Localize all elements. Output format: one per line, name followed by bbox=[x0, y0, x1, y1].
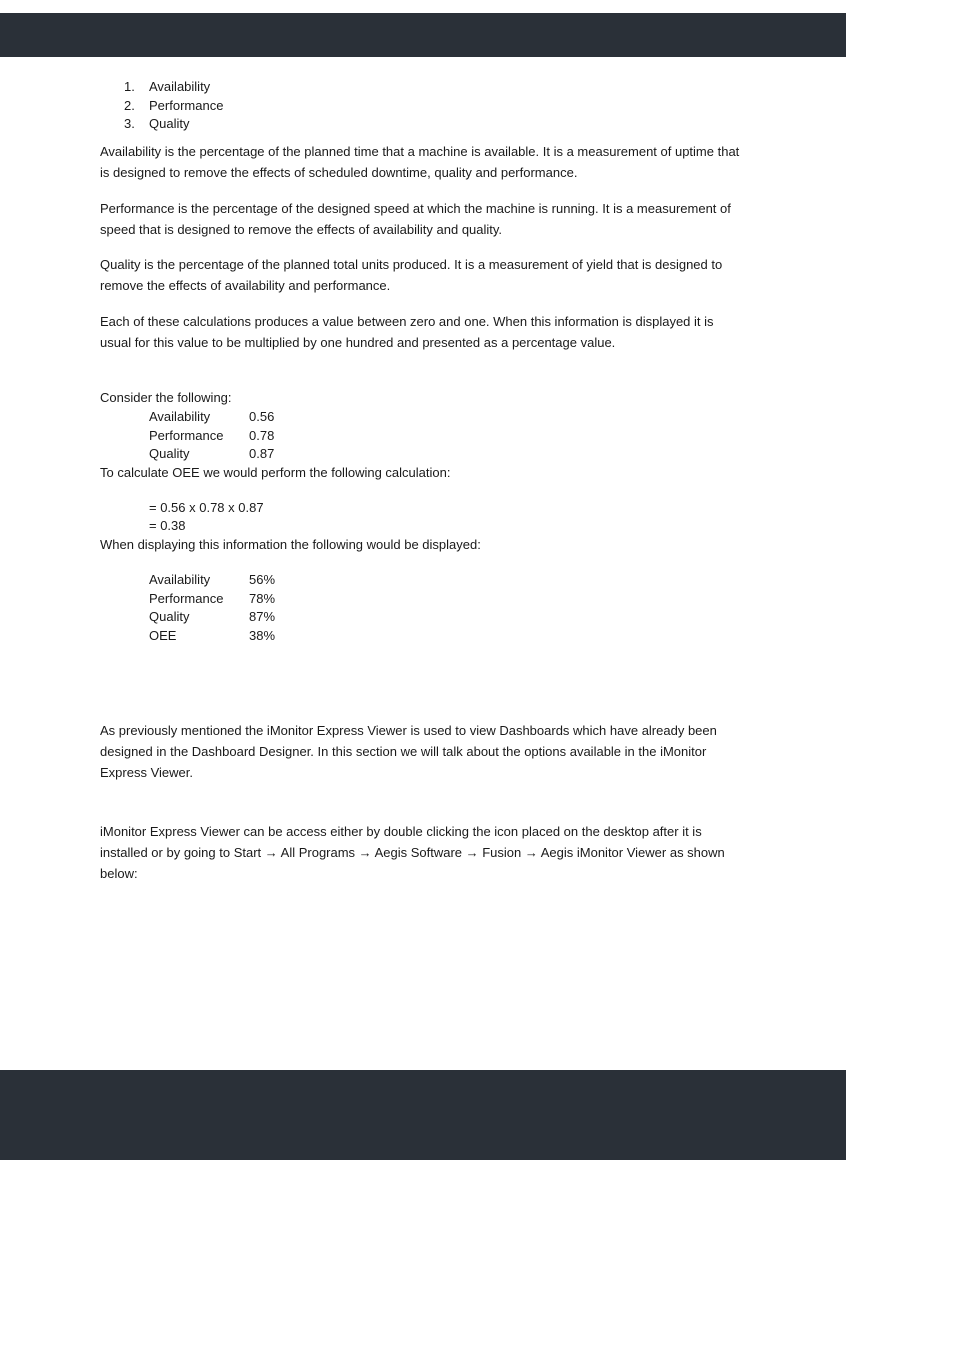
availability-paragraph: Availability is the percentage of the planned time that a machine is available. It is a measurement of uptime that is designed to remove the effects of scheduled downtime, quality and performance. bbox=[100, 144, 740, 180]
table-row: OEE 38% bbox=[149, 627, 276, 643]
list-item: 3. Quality bbox=[124, 116, 190, 131]
table-row: Availability 56% bbox=[149, 572, 276, 587]
list-item: 2. Performance bbox=[124, 97, 224, 113]
example-values-table bbox=[149, 408, 274, 464]
display-values-table bbox=[149, 571, 275, 645]
table-row: Performance 0.78 bbox=[149, 427, 275, 443]
table-row: Quality 0.87 bbox=[149, 446, 275, 461]
viewer-intro-paragraph: As previously mentioned the iMonitor Express Viewer is used to view Dashboards which have already been designed in the Dashboard Designer. In this section we will talk about the options available in the iMonitor Express Viewer. bbox=[100, 723, 717, 780]
performance-paragraph: Performance is the percentage of the designed speed at which the machine is running. It is a measurement of speed that is designed to remove the effects of availability and quality. bbox=[100, 201, 731, 237]
consider-label: Consider the following: bbox=[100, 390, 232, 405]
calculation-line-1: = 0.56 x 0.78 x 0.87 bbox=[149, 500, 264, 515]
page-header-bar bbox=[0, 13, 846, 57]
calculations-paragraph: Each of these calculations produces a value between zero and one. When this information is displayed it is usual for this value to be multiplied by one hundred and presented as a percentage value. bbox=[100, 314, 714, 350]
page-footer-bar bbox=[0, 1070, 846, 1160]
list-item: 1. Availability bbox=[124, 79, 211, 94]
calc-intro-text: To calculate OEE we would perform the following calculation: bbox=[100, 465, 451, 480]
table-row: Performance 78% bbox=[149, 590, 276, 606]
display-intro-text: When displaying this information the following would be displayed: bbox=[100, 537, 481, 552]
table-row: Quality 87% bbox=[149, 609, 276, 624]
quality-paragraph: Quality is the percentage of the planned total units produced. It is a measurement of yield that is designed to remove the effects of availability and performance. bbox=[100, 257, 723, 293]
access-paragraph: iMonitor Express Viewer can be access either by double clicking the icon placed on the desktop after it is installed or by going to Start → All Programs → Aegis Software → Fusion → Aegis iMonitor Viewer as shown below: bbox=[100, 824, 725, 881]
oee-factor-list bbox=[100, 78, 223, 134]
table-row: Availability 0.56 bbox=[149, 409, 275, 424]
calculation-line-2: = 0.38 bbox=[149, 518, 186, 533]
